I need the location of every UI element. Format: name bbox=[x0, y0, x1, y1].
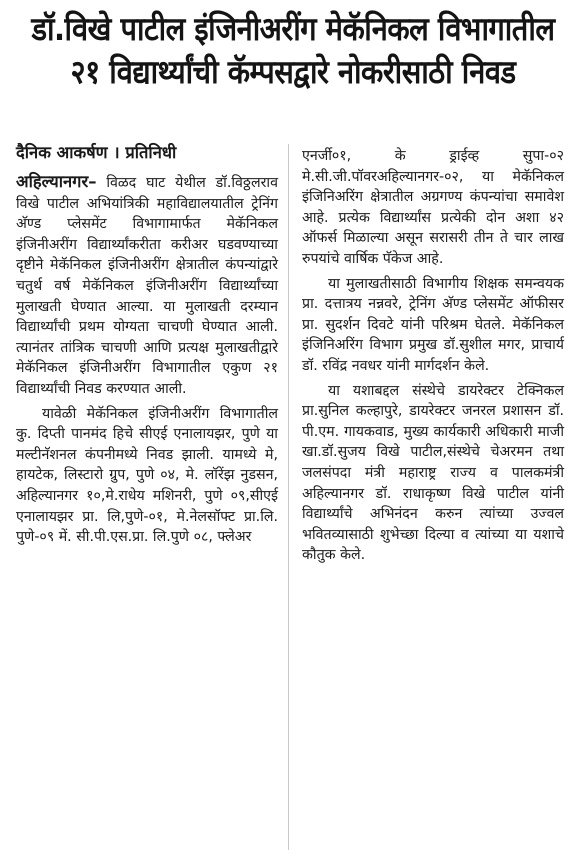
paragraph-coordinators: या मुलाखतीसाठी विभागीय शिक्षक समन्वयक प्रा. दत्तात्रय नन्नवरे, ट्रेनिंग अ‍ॅण्ड प्लेसमेंट ऑफीसर प्रा. सुदर्शन दिवटे यांनी परिश्रम घेतले. मेकॅनिकल इंजिनिअरिंग विभाग प्रमुख डॉ.सुशील मगर, प्राचार्य डॉ. रविंद्र नवधर यांनी मार्गदर्शन केले. bbox=[302, 275, 564, 374]
byline: दैनिक आकर्षण । प्रतिनिधी bbox=[16, 143, 177, 162]
paragraph-intro bbox=[16, 172, 278, 400]
paragraph-congratulations: या यशाबद्दल संस्थेचे डायरेक्टर टेक्निकल प्रा.सुनिल कल्हापुरे, डायरेक्टर जनरल प्रशासन डॉ. पी.एम. गायकवाड, मुख्य कार्यकारी अधिकारी माजी खा.डॉ.सुजय विखे पाटील,संस्थेचे चेअरमन तथा जलसंपदा मंत्री महाराष्ट्र राज्य व पालकमंत्री अहिल्यानगर डॉ. राधाकृष्ण विखे पाटील यांनी विद्यार्थ्यांचे अभिनंदन करुन त्यांच्या उज्वल भवितव्यासाठी शुभेच्छा दिल्या व त्यांच्या या यशाचे कौतुक केले. bbox=[302, 382, 564, 564]
article-column-left bbox=[16, 142, 278, 552]
headline-line-1: डॉ.विखे पाटील इंजिनीअरींग मेकॅनिकल विभागातील bbox=[31, 9, 555, 48]
paragraph-companies: यावेळी मेकॅनिकल इंजिनीअरींग विभागातील कु. दिप्ती पानमंद हिचे सीएई एनालायझर, पुणे या मल्टीनॅशनल कंपनीमध्ये निवड झाली. यामध्ये मे, हायटेक, लिस्टारो ग्रुप, पुणे ०४, मे. लॉरेंझ नुडसन, अहिल्यानगर १०,मे.राधेय मशिनरी, पुणे ०९,सीएई एनालायझर प्रा. लि,पुणे-०१, मे.नेलसॉफ्ट प्रा.लि. पुणे-०९ में. सी.पी.एस.प्रा. लि.पुणे ०८, फ्लेअर bbox=[16, 405, 278, 546]
article-headline bbox=[0, 8, 586, 94]
dateline: अहिल्यानगर– bbox=[16, 172, 97, 191]
paragraph-offers: एनर्जी०१, के ड्राईव्ह सुपा-०२ मे.सी.जी.पॉवरअहिल्यानगर-०२, या मेकॅनिकल इंजिनिअरिंग क्षेत्रातील अग्रगण्य कंपन्यांचा समावेश आहे. प्रत्येक विद्यार्थ्यांस प्रत्येकी दोन अशा ४२ ऑफर्स मिळाल्या असून सरासरी तीन ते चार लाख रुपयांचे वार्षिक पॅकेज आहे. bbox=[302, 148, 564, 267]
column-divider bbox=[288, 144, 289, 850]
article-column-right bbox=[302, 146, 564, 570]
headline-line-2: २१ विद्यार्थ्यांची कॅम्पसद्वारे नोकरीसाठी निवड bbox=[70, 52, 516, 91]
paragraph-intro-text: विळद घाट येथील डॉ.विठ्ठलराव विखे पाटील अभियांत्रिकी महाविद्यालयातील ट्रेनिंग अ‍ॅण्ड प्लेसमेंट विभागामार्फत मेकॅनिकल इंजिनीअरींग विद्यार्थ्यांकरीता करीअर घडवण्याच्या दृष्टीने मेकॅनिकल इंजिनीअरींग क्षेत्रातील कंपन्यांद्वारे चतुर्थ वर्ष मेकॅनिकल इंजिनीअरींग विद्यार्थ्यांच्या मुलाखती घेण्यात आल्या. या मुलाखती दरम्यान विद्यार्थ्यांची प्रथम योग्यता चाचणी घेण्यात आली. त्यानंतर तांत्रिक चाचणी आणि प्रत्यक्ष मुलाखतीद्वारे मेकॅनिकल इंजिनीअरींग विभागातील एकुण २१ विद्यार्थ्यांची निवड करण्यात आली. bbox=[16, 175, 278, 397]
